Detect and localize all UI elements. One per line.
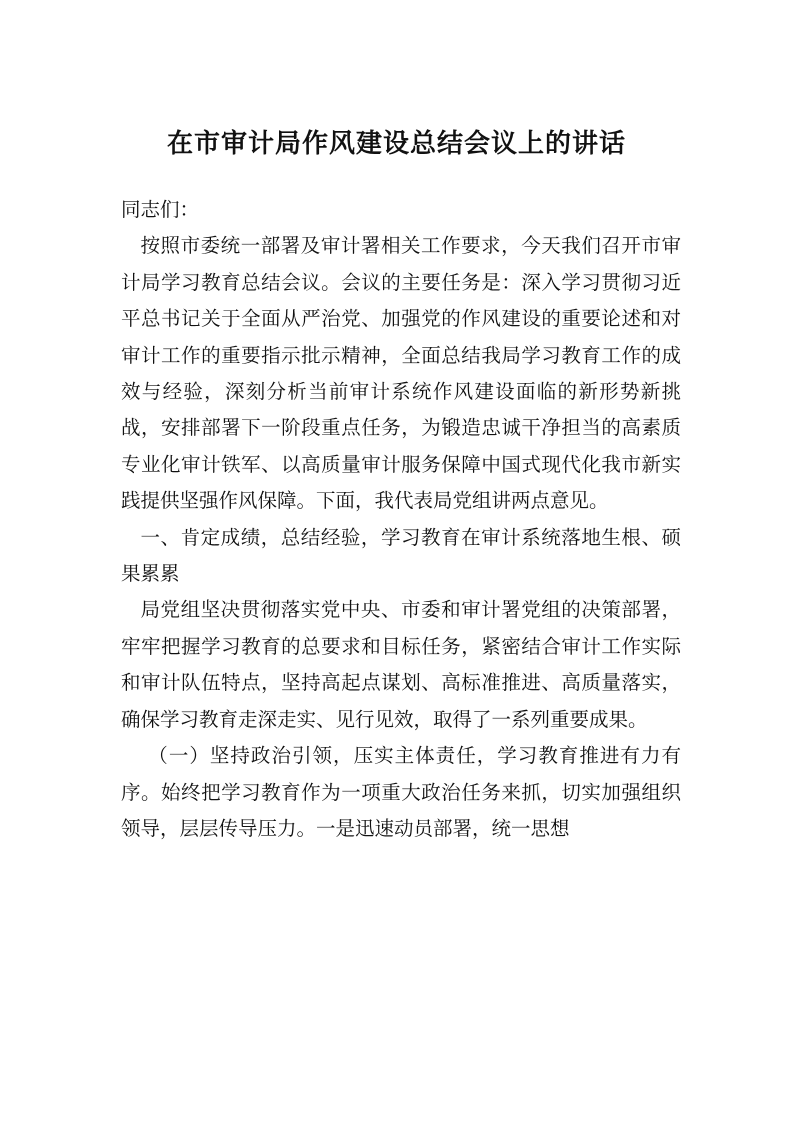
document-title: 在市审计局作风建设总结会议上的讲话 bbox=[166, 129, 626, 159]
paragraph-section-one: 局党组坚决贯彻落实党中央、市委和审计署党组的决策部署，牢牢把握学习教育的总要求和目标任务，紧密结合审计工作实际和审计队伍特点，坚持高起点谋划、高标准推进、高质量落实，确保学习教育走深走实、见行见效，取得了一系列重要成果。 bbox=[121, 598, 681, 731]
salutation: 同志们： bbox=[121, 198, 200, 221]
section-heading-one: 一、肯定成绩，总结经验，学习教育在审计系统落地生根、硕果累累 bbox=[121, 525, 681, 586]
document-body bbox=[121, 192, 681, 847]
paragraph-intro: 按照市委统一部署及审计署相关工作要求，今天我们召开市审计局学习教育总结会议。会议的主要任务是：深入学习贯彻习近平总书记关于全面从严治党、加强党的作风建设的重要论述和对审计工作的重要指示批示精神，全面总结我局学习教育工作的成效与经验，深刻分析当前审计系统作风建设面临的新形势新挑战，安排部署下一阶段重点任务，为锻造忠诚干净担当的高素质专业化审计铁军、以高质量审计服务保障中国式现代化我市新实践提供坚强作风保障。下面，我代表局党组讲两点意见。 bbox=[121, 234, 681, 513]
subsection-heading-one: （一）坚持政治引领，压实主体责任，学习教育推进有力有序。始终把学习教育作为一项重大政治任务来抓，切实加强组织领导，层层传导压力。一是迅速动员部署，统一思想 bbox=[121, 744, 681, 840]
